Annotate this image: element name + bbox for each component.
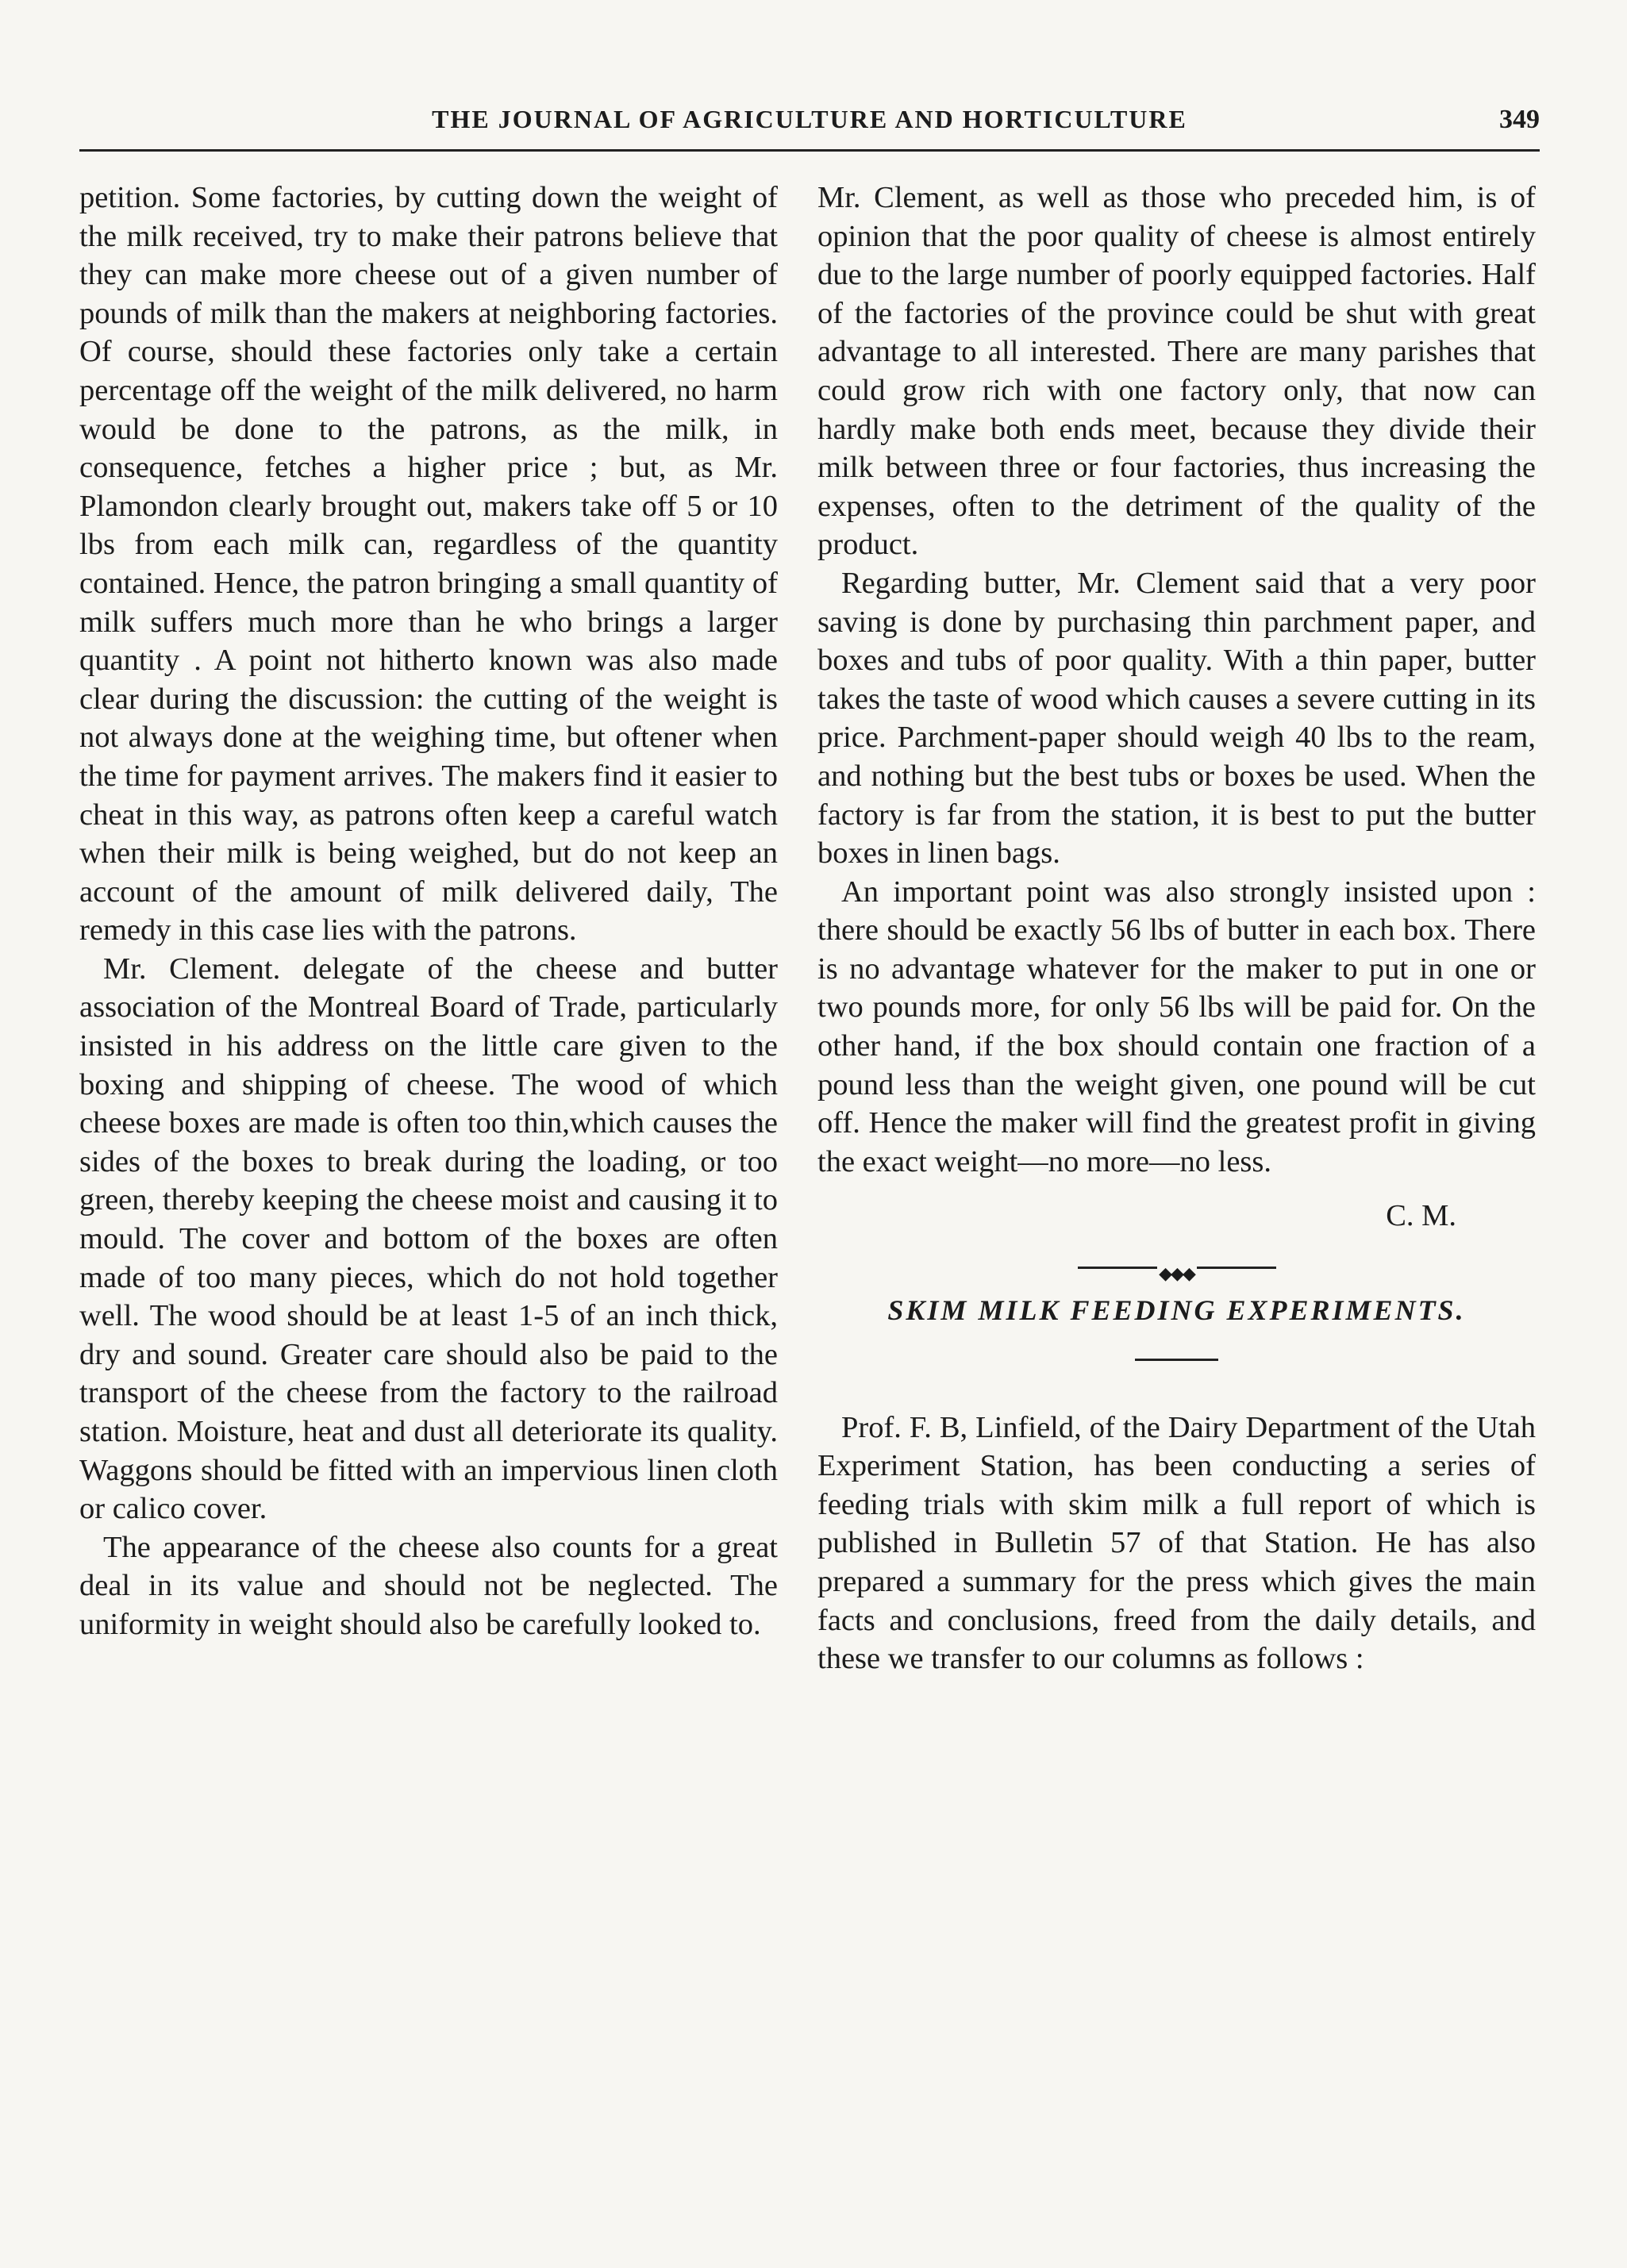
ornament-diamonds-icon: ◆◆◆ [1159,1263,1194,1284]
paragraph-cheese-appearance: The appearance of the cheese also counts for a great deal in its value and should not be neglected. The uniformity in weight should also be carefully looked to. [79,1530,778,1641]
author-signature: C. M. [1386,1199,1456,1233]
ornament-rule-left [1078,1267,1157,1269]
running-title: THE JOURNAL OF AGRICULTURE AND HORTICULTURE [432,105,1187,133]
paragraph-mr-clement-delegate: Mr. Clement. delegate of the cheese and butter association of the Montreal Board of Trade, particularly insisted in his address on the little care given to the boxing and shipping of cheese. The wood of which cheese boxes are made is often too thin,which causes the sides of the boxes to break during the loading, or too green, thereby keeping the cheese moist and causing it to mould. The cover and bottom of the boxes are often made of too many pieces, which do not hold together well. The wood should be at least 1-5 of an inch thick, dry and sound. Greater care should also be paid to the transport of the cheese from the factory to the railroad station. Moisture, heat and dust all deteriorate its quality. Waggons should be fitted with an impervious linen cloth or calico cover. [79,951,778,1526]
left-column [79,179,778,1644]
article-title: SKIM MILK FEEDING EXPERIMENTS. [887,1294,1466,1327]
right-column [817,179,1536,1678]
title-rule [1135,1359,1218,1361]
paragraph-poor-quality-cheese: Mr. Clement, as well as those who preceded him, is of opinion that the poor quality of cheese is almost entirely due to the large number of poorly equipped factories. Half of the factories of the province could be shut with great advantage to all interested. There are many parishes that could grow rich with one factory only, that now can hardly make both ends meet, because they divide their milk between three or four factories, thus increasing the expenses, often to the detriment of the quality of the product. [817,181,1536,562]
paragraph-butter-weight: An important point was also strongly insisted upon : there should be exactly 56 lbs of butter in each box. There is no advantage whatever for the maker to put in one or two pounds more, for only 56 lbs will be paid for. On the other hand, if the box should contain one fraction of a pound less than the weight given, one pound will be cut off. Hence the maker will find the greatest profit in giving the exact weight—no more—no less. [817,875,1536,1178]
section-ornament [1078,1259,1276,1284]
page-number: 349 [1499,105,1540,134]
paragraph-petition: petition. Some factories, by cutting down the weight of the milk received, try to make their patrons believe that they can make more cheese out of a given number of pounds of milk than the makers at neighboring factories. Of course, should these factories only take a certain percentage off the weight of the milk delivered, no harm would be done to the patrons, as the milk, in consequence, fetches a higher price ; but, as Mr. Plamondon clearly brought out, makers take off 5 or 10 lbs from each milk can, regardless of the quantity contained. Hence, the patron bringing a small quantity of milk suffers much more than he who brings a larger quantity . A point not hitherto known was also made clear during the discussion: the cutting of the weight is not always done at the weighing time, but oftener when the time for payment arrives. The makers find it easier to cheat in this way, as patrons often keep a careful watch when their milk is being weighed, but do not keep an account of the amount of milk delivered daily, The remedy in this case lies with the patrons. [79,181,778,948]
paragraph-regarding-butter: Regarding butter, Mr. Clement said that a very poor saving is done by purchasing thin parchment paper, and boxes and tubs of poor quality. With a thin paper, butter takes the taste of wood which causes a severe cutting in its price. Parchment-paper should weigh 40 lbs to the ream, and nothing but the best tubs or boxes be used. When the factory is far from the station, it is best to put the butter boxes in linen bags. [817,566,1536,871]
running-head [79,94,1540,152]
paragraph-prof-linfield: Prof. F. B, Linfield, of the Dairy Department of the Utah Experiment Station, has been conducting a series of feeding trials with skim milk a full report of which is published in Bulletin 57 of that Station. He has also prepared a summary for the press which gives the main facts and conclusions, freed from the daily details, and these we transfer to our columns as follows : [817,1410,1536,1676]
ornament-rule-right [1197,1267,1276,1269]
